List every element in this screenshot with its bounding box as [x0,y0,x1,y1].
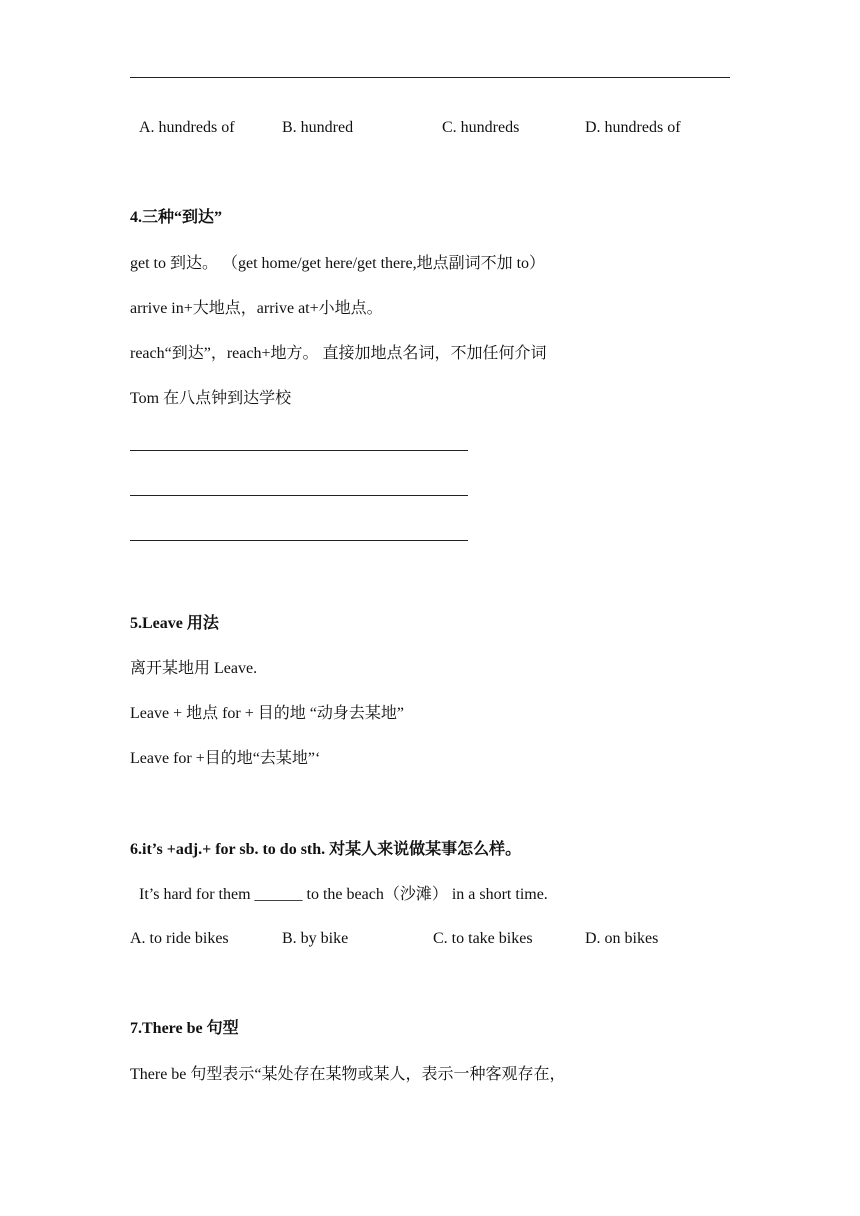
section7-line: There be 句型表示“某处存在某物或某人，表示一种客观存在， [130,1066,566,1083]
section6-question: It’s hard for them ______ to the beach（沙滩） in a short time. [139,886,548,903]
q3-option-a: A. hundreds of [139,119,235,136]
section5-line-1: 离开某地用 Leave. [130,660,258,677]
section6-title: 6.it’s +adj.+ for sb. to do sth. 对某人来说做某事怎么样。 [130,841,522,858]
q3-option-d: D. hundreds of [585,119,681,136]
answer-line-1 [130,450,468,451]
q3-option-c: C. hundreds [442,119,520,136]
section5-title: 5.Leave 用法 [130,615,219,632]
section5-line-3: Leave for +目的地“去某地”‘ [130,750,321,767]
answer-line-3 [130,540,468,541]
section4-line-2: arrive in+大地点，arrive at+小地点。 [130,300,383,317]
answer-line-top [130,77,730,78]
answer-line-2 [130,495,468,496]
section6-option-b: B. by bike [282,930,349,947]
q3-option-b: B. hundred [282,119,354,136]
section6-option-a: A. to ride bikes [130,930,229,947]
section5-line-2: Leave + 地点 for + 目的地 “动身去某地” [130,705,404,722]
section6-option-d: D. on bikes [585,930,659,947]
section4-line-4: Tom 在八点钟到达学校 [130,390,292,407]
section7-title: 7.There be 句型 [130,1020,239,1037]
section6-option-c: C. to take bikes [433,930,533,947]
section4-line-3: reach“到达”，reach+地方。 直接加地点名词，不加任何介词 [130,345,547,362]
section4-title: 4.三种“到达” [130,209,223,226]
section4-line-1: get to 到达。 （get home/get here/get there,地点副词不加 to） [130,255,546,272]
